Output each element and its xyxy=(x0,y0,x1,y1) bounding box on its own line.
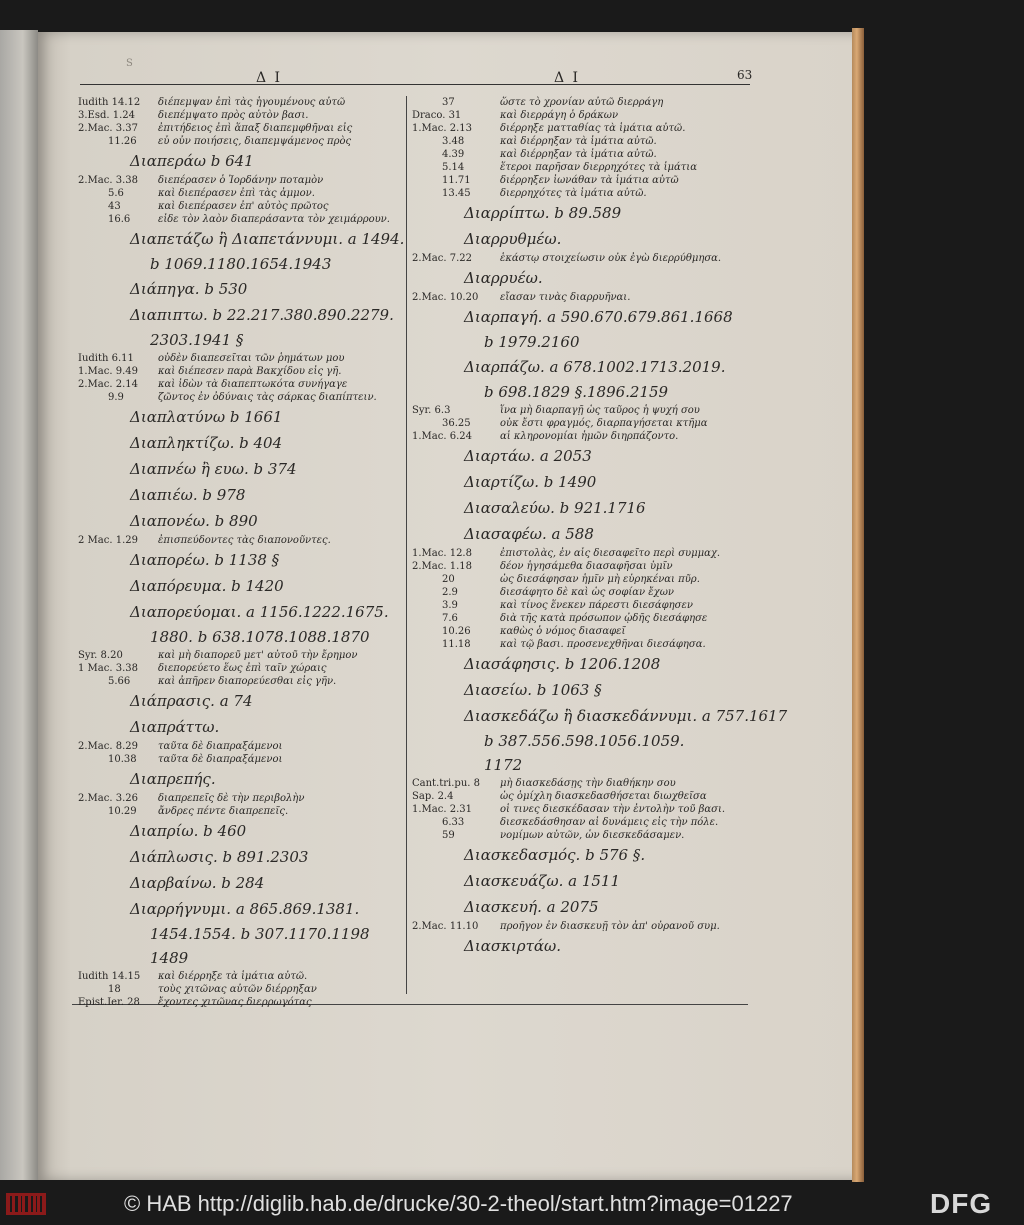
signature-mark: S xyxy=(126,58,133,69)
citation-reference: 3.9 xyxy=(442,600,458,611)
lemma-headword: Διασκευάζω. a 1511 xyxy=(464,872,620,890)
citation-reference: 59 xyxy=(442,830,455,841)
lemma-headword: Διαρρυέω. xyxy=(464,269,543,287)
book-fore-edge xyxy=(852,28,864,1184)
citation-row xyxy=(78,753,406,766)
citation-row xyxy=(78,200,406,213)
citation-row xyxy=(78,109,406,122)
citation-reference: 2.Mac. 1.18 xyxy=(412,561,472,572)
citation-row xyxy=(412,790,748,803)
citation-row xyxy=(78,135,406,148)
citation-reference: Draco. 31 xyxy=(412,110,462,121)
citation-row xyxy=(78,970,406,983)
citation-text: ἕτεροι παρῆσαν διερρηχότες τὰ ἱμάτια xyxy=(500,162,697,173)
lemma-headword: Διαπορεύομαι. a 1156.1222.1675. xyxy=(130,603,389,621)
citation-text: διεπορεύετο ἕως ἐπὶ ταῖν χώραις xyxy=(158,663,327,674)
lemma-headword: Διασείω. b 1063 § xyxy=(464,681,602,699)
lemma-headword: Διάπλωσις. b 891.2303 xyxy=(130,848,309,866)
citation-row xyxy=(78,675,406,688)
citation-reference: 10.26 xyxy=(442,626,471,637)
lemma-headword: Διαρρυθμέω. xyxy=(464,230,562,248)
citation-row xyxy=(412,252,748,265)
lemma-headword: Διαρρήγνυμι. a 865.869.1381. xyxy=(130,900,360,918)
citation-text: διέπεμψαν ἐπὶ τὰς ἡγουμένους αὐτῶ xyxy=(158,97,346,108)
citation-reference: 10.38 xyxy=(108,754,137,765)
citation-reference: Epist.Ier. 28 xyxy=(78,997,140,1008)
citation-reference: Syr. 6.3 xyxy=(412,405,451,416)
citation-reference: 6.33 xyxy=(442,817,465,828)
citation-row xyxy=(412,109,748,122)
lemma-headword: Διαρρίπτω. b 89.589 xyxy=(464,204,622,222)
citation-row xyxy=(78,365,406,378)
citation-row xyxy=(412,816,748,829)
citation-row xyxy=(412,430,748,443)
running-head-right: Δ Ι xyxy=(554,70,581,86)
lemma-headword: Διαπόρευμα. b 1420 xyxy=(130,577,284,595)
citation-reference: Iudith 14.12 xyxy=(78,97,141,108)
citation-text: ἄνδρες πέντε διαπρεπεῖς. xyxy=(158,806,289,817)
citation-reference: 5.66 xyxy=(108,676,131,687)
lemma-headword: Διαπεράω b 641 xyxy=(130,152,254,170)
citation-row xyxy=(78,174,406,187)
column-divider xyxy=(406,96,407,994)
citation-row xyxy=(412,829,748,842)
citation-row xyxy=(412,920,748,933)
citation-reference: 16.6 xyxy=(108,214,131,225)
citation-reference: 1.Mac. 6.24 xyxy=(412,431,472,442)
citation-text: διὰ τῆς κατὰ πρόσωπον ᾠδῆς διεσάφησε xyxy=(500,613,708,624)
citation-reference: 1.Mac. 2.31 xyxy=(412,804,472,815)
lemma-references: 1489 xyxy=(150,949,189,967)
citation-row xyxy=(412,122,748,135)
lemma-headword: Διαρβαίνω. b 284 xyxy=(130,874,265,892)
citation-row xyxy=(78,983,406,996)
citation-reference: 4.39 xyxy=(442,149,465,160)
citation-reference: Cant.tri.pu. 8 xyxy=(412,778,480,789)
citation-reference: 5.6 xyxy=(108,188,124,199)
citation-text: καὶ τίνος ἕνεκεν πάρεστι διεσάφησεν xyxy=(500,600,693,611)
citation-reference: 2.Mac. 10.20 xyxy=(412,292,479,303)
lemma-headword: Διασαλεύω. b 921.1716 xyxy=(464,499,646,517)
citation-reference: 1.Mac. 12.8 xyxy=(412,548,472,559)
citation-row xyxy=(412,573,748,586)
citation-row xyxy=(412,417,748,430)
citation-reference: 1.Mac. 9.49 xyxy=(78,366,138,377)
lemma-headword: Διαρτίζω. b 1490 xyxy=(464,473,597,491)
citation-reference: 2.Mac. 7.22 xyxy=(412,253,472,264)
citation-text: καὶ τῷ βασι. προσενεχθῆναι διεσάφησα. xyxy=(500,639,706,650)
lemma-references: 1172 xyxy=(484,756,523,774)
citation-reference: 5.14 xyxy=(442,162,465,173)
citation-reference: 10.29 xyxy=(108,806,137,817)
lemma-references: b 1069.1180.1654.1943 xyxy=(150,255,332,273)
lemma-references: 2303.1941 § xyxy=(150,331,244,349)
citation-text: ἐπισπεύδοντες τὰς διαπονοῦντες. xyxy=(158,535,331,546)
citation-row xyxy=(412,599,748,612)
lemma-headword: Διασάφησις. b 1206.1208 xyxy=(464,655,661,673)
viewer-footer xyxy=(0,1182,1024,1225)
citation-text: καὶ διεπέρασεν ἐπ' αὐτὸς πρῶτος xyxy=(158,201,329,212)
citation-row xyxy=(412,174,748,187)
running-head-left: Δ Ι xyxy=(256,70,283,86)
citation-row xyxy=(78,649,406,662)
citation-text: εἴασαν τινὰς διαρρυῆναι. xyxy=(500,292,631,303)
adjacent-page-edge xyxy=(0,30,38,1180)
citation-row xyxy=(78,996,406,1009)
citation-reference: 11.26 xyxy=(108,136,137,147)
lemma-headword: Διαπορέω. b 1138 § xyxy=(130,551,280,569)
citation-row xyxy=(78,187,406,200)
citation-text: καὶ μὴ διαπορεῦ μετ' αὐτοῦ τὴν ἔρημον xyxy=(158,650,358,661)
citation-text: καὶ ἀπῆρεν διαπορεύεσθαι εἰς γῆν. xyxy=(158,676,337,687)
citation-reference: 2.Mac. 3.26 xyxy=(78,793,138,804)
lemma-headword: Διαπιπτω. b 22.217.380.890.2279. xyxy=(130,306,394,324)
citation-text: ὡς ὁμίχλη διασκεδασθήσεται διωχθεῖσα xyxy=(500,791,707,802)
citation-text: καὶ διέρρηξε τὰ ἱμάτια αὐτῶ. xyxy=(158,971,308,982)
citation-row xyxy=(412,547,748,560)
lemma-headword: Διαπνέω ἢ ευω. b 374 xyxy=(130,460,297,478)
citation-text: προῆγον ἐν διασκευῇ τὸν ἀπ' οὐρανοῦ συμ. xyxy=(500,921,720,932)
citation-text: δέον ἡγησάμεθα διασαφῆσαι ὑμῖν xyxy=(500,561,673,572)
lemma-headword: Διάπηγα. b 530 xyxy=(130,280,248,298)
citation-text: ἑκάστῳ στοιχείωσιν οὐκ ἐγὼ διερρύθμησα. xyxy=(500,253,722,264)
citation-text: αἱ κληρονομίαι ἡμῶν διηρπάζοντο. xyxy=(500,431,679,442)
citation-text: τοὺς χιτῶνας αὐτῶν διέρρηξαν xyxy=(158,984,317,995)
citation-row xyxy=(412,803,748,816)
citation-text: οὐδὲν διαπεσεῖται τῶν ῥημάτων μου xyxy=(158,353,345,364)
lemma-headword: Διασκευή. a 2075 xyxy=(464,898,599,916)
citation-text: καὶ ἰδὼν τὰ διαπεπτωκότα συνήγαγε xyxy=(158,379,348,390)
citation-row xyxy=(412,404,748,417)
lemma-headword: Διαπράττω. xyxy=(130,718,220,736)
citation-row xyxy=(412,291,748,304)
citation-reference: 3.48 xyxy=(442,136,465,147)
lemma-references: b 1979.2160 xyxy=(484,333,580,351)
citation-reference: 18 xyxy=(108,984,121,995)
citation-reference: 2.Mac. 8.29 xyxy=(78,741,138,752)
citation-reference: 9.9 xyxy=(108,392,124,403)
citation-text: οἱ τινες διεσκέδασαν τὴν ἐντολὴν τοῦ βασι. xyxy=(500,804,726,815)
citation-row xyxy=(78,122,406,135)
header-rule xyxy=(80,84,750,85)
lemma-headword: Διαρπάζω. a 678.1002.1713.2019. xyxy=(464,358,726,376)
citation-reference: 2.Mac. 2.14 xyxy=(78,379,138,390)
citation-text: ἐπιστολὰς, ἐν αἷς διεσαφεῖτο περὶ συμμαχ. xyxy=(500,548,721,559)
lemma-headword: Διαπληκτίζω. b 404 xyxy=(130,434,283,452)
citation-row xyxy=(78,662,406,675)
citation-text: νομίμων αὐτῶν, ὧν διεσκεδάσαμεν. xyxy=(500,830,685,841)
citation-text: διεσάφητο δὲ καὶ ὡς σοφίαν ἔχων xyxy=(500,587,674,598)
citation-reference: 2.Mac. 3.37 xyxy=(78,123,138,134)
citation-row xyxy=(412,187,748,200)
lemma-headword: Διαπιέω. b 978 xyxy=(130,486,246,504)
citation-text: ταῦτα δὲ διαπραξάμενοι xyxy=(158,741,283,752)
lemma-headword: Διασκεδάζω ἢ διασκεδάννυμι. a 757.1617 xyxy=(464,707,788,725)
citation-row xyxy=(412,96,748,109)
lemma-headword: Διασαφέω. a 588 xyxy=(464,525,594,543)
citation-reference: Iudith 14.15 xyxy=(78,971,141,982)
citation-reference: 36.25 xyxy=(442,418,471,429)
citation-row xyxy=(412,612,748,625)
citation-text: καὶ διέρρηξαν τὰ ἱμάτια αὐτῶ. xyxy=(500,149,657,160)
citation-text: διέρρηξε ματταθίας τὰ ἱμάτια αὐτῶ. xyxy=(500,123,686,134)
citation-text: καὶ διέρρηξαν τὰ ἱμάτια αὐτῶ. xyxy=(500,136,657,147)
citation-text: διερρηχότες τὰ ἱμάτια αὐτῶ. xyxy=(500,188,647,199)
citation-text: διαπρεπεῖς δὲ τὴν περιβολὴν xyxy=(158,793,305,804)
citation-reference: 37 xyxy=(442,97,455,108)
lemma-references: 1454.1554. b 307.1170.1198 xyxy=(150,925,370,943)
citation-row xyxy=(412,135,748,148)
citation-row xyxy=(412,638,748,651)
lemma-references: b 698.1829 §.1896.2159 xyxy=(484,383,669,401)
citation-text: ἵνα μὴ διαρπαγῇ ὡς ταῦρος ἡ ψυχή σου xyxy=(500,405,700,416)
citation-row xyxy=(412,560,748,573)
citation-text: καθὼς ὁ νόμος διασαφεῖ xyxy=(500,626,626,637)
citation-row xyxy=(78,378,406,391)
citation-reference: 2.Mac. 11.10 xyxy=(412,921,479,932)
citation-reference: 11.71 xyxy=(442,175,471,186)
citation-text: καὶ διέπεσεν παρὰ Βακχίδου εἰς γῆ. xyxy=(158,366,342,377)
citation-reference: 43 xyxy=(108,201,121,212)
citation-reference: 2.Mac. 3.38 xyxy=(78,175,138,186)
citation-row xyxy=(78,740,406,753)
citation-row xyxy=(78,352,406,365)
citation-text: οὐκ ἔστι φραγμός, διαρπαγήσεται κτῆμα xyxy=(500,418,708,429)
citation-row xyxy=(412,161,748,174)
lemma-headword: Διασκεδασμός. b 576 §. xyxy=(464,846,646,864)
lemma-headword: Διαπετάζω ἢ Διαπετάννυμι. a 1494. xyxy=(130,230,405,248)
lemma-references: 1880. b 638.1078.1088.1870 xyxy=(150,628,370,646)
citation-reference: 2 Mac. 1.29 xyxy=(78,535,138,546)
lemma-headword: Διαπρίω. b 460 xyxy=(130,822,247,840)
dfg-logo[interactable]: DFG xyxy=(930,1188,993,1219)
citation-reference: 3.Esd. 1.24 xyxy=(78,110,135,121)
lemma-headword: Διασκιρτάω. xyxy=(464,937,562,955)
citation-text: μὴ διασκεδάσῃς τὴν διαθήκην σου xyxy=(500,778,676,789)
right-column xyxy=(412,96,788,959)
citation-row xyxy=(78,213,406,226)
citation-reference: 20 xyxy=(442,574,455,585)
page-number: 63 xyxy=(737,68,753,82)
citation-text: καὶ διερράγη ὁ δράκων xyxy=(500,110,619,121)
citation-row xyxy=(78,805,406,818)
citation-text: εἶδε τὸν λαὸν διαπεράσαντα τὸν χειμάρρουν. xyxy=(158,214,390,225)
hab-barcode-logo-icon[interactable] xyxy=(6,1193,46,1215)
citation-text: εὖ οὖν ποιήσεις, διαπεμψάμενος πρὸς xyxy=(158,136,352,147)
copyright-link[interactable]: © HAB http://diglib.hab.de/drucke/30-2-theol/start.htm?image=01227 xyxy=(124,1191,793,1216)
citation-reference: 13.45 xyxy=(442,188,471,199)
lemma-headword: Διαρπαγή. a 590.670.679.861.1668 xyxy=(464,308,733,326)
citation-row xyxy=(78,391,406,404)
citation-row xyxy=(78,96,406,109)
citation-text: καὶ διεπέρασεν ἐπὶ τὰς ἀμμον. xyxy=(158,188,315,199)
lemma-headword: Διαπρεπής. xyxy=(130,770,216,788)
citation-text: ζῶντος ἐν ὀδύναις τὰς σάρκας διαπίπτειν. xyxy=(158,392,377,403)
citation-row xyxy=(412,625,748,638)
citation-row xyxy=(78,792,406,805)
citation-reference: Iudith 6.11 xyxy=(78,353,134,364)
left-column xyxy=(78,96,406,1009)
citation-row xyxy=(412,777,748,790)
citation-reference: 7.6 xyxy=(442,613,458,624)
lemma-headword: Διάπρασις. a 74 xyxy=(130,692,253,710)
lemma-headword: Διαπλατύνω b 1661 xyxy=(130,408,283,426)
citation-text: διεσκεδάσθησαν αἱ δυνάμεις εἰς τὴν πόλε. xyxy=(500,817,719,828)
citation-reference: 2.9 xyxy=(442,587,458,598)
citation-reference: 11.18 xyxy=(442,639,471,650)
lemma-headword: Διαρτάω. a 2053 xyxy=(464,447,592,465)
citation-text: διέρρηξεν ἰωνάθαν τὰ ἱμάτια αὐτῶ xyxy=(500,175,679,186)
citation-row xyxy=(78,534,406,547)
citation-row xyxy=(412,148,748,161)
lemma-headword: Διαπονέω. b 890 xyxy=(130,512,258,530)
citation-reference: 1 Mac. 3.38 xyxy=(78,663,138,674)
citation-text: ταῦτα δὲ διαπραξάμενοι xyxy=(158,754,283,765)
citation-reference: Syr. 8.20 xyxy=(78,650,123,661)
citation-text: ἔχοντες χιτῶνας διερρωγότας xyxy=(158,997,312,1008)
citation-text: ὡς διεσάφησαν ἡμῖν μὴ εὑρηκέναι πῦρ. xyxy=(500,574,700,585)
citation-text: ἐπιτήδειος ἐπὶ ἅπαξ διαπεμφθῆναι εἰς xyxy=(158,123,353,134)
citation-text: διεπέρασεν ὁ Ἰορδάνην ποταμὸν xyxy=(158,175,324,186)
citation-text: διεπέμψατο πρὸς αὐτὸν βασι. xyxy=(158,110,309,121)
citation-text: ὥστε τὸ χρονίαν αὐτῶ διερράγη xyxy=(500,97,664,108)
citation-reference: Sap. 2.4 xyxy=(412,791,454,802)
citation-row xyxy=(412,586,748,599)
citation-reference: 1.Mac. 2.13 xyxy=(412,123,472,134)
lemma-references: b 387.556.598.1056.1059. xyxy=(484,732,685,750)
